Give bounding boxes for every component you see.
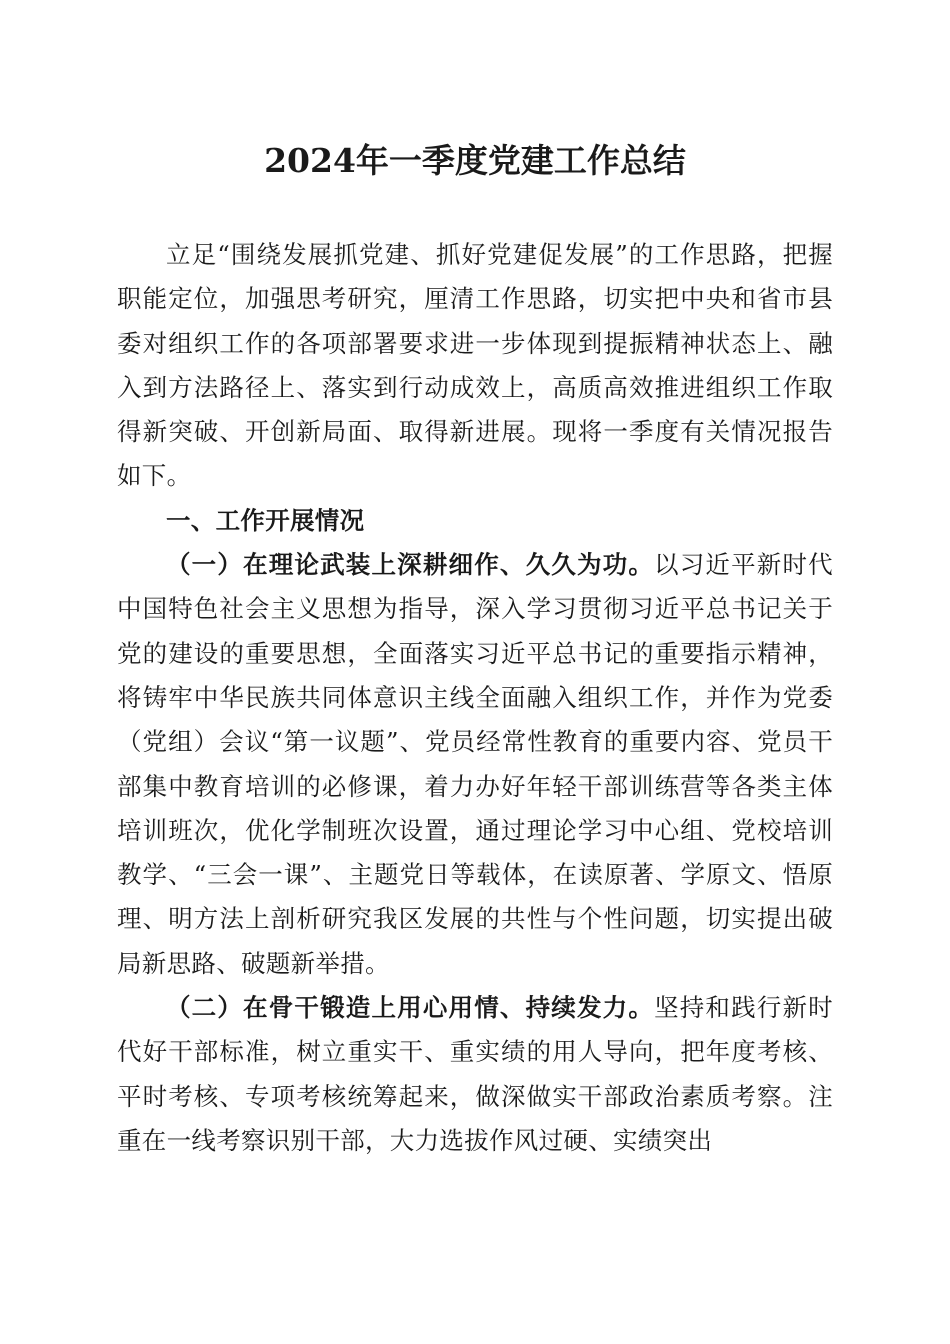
item-1-heading: （一）在理论武装上深耕细作、久久为功。 (166, 550, 655, 580)
item-2-heading: （二）在骨干锻造上用心用情、持续发力。 (166, 993, 655, 1023)
section-heading: 一、工作开展情况 (166, 505, 365, 535)
item-2-body: 坚持和践行新时代好干部标准，树立重实干、重实绩的用人导向，把年度考核、平时考核、专项考核统筹起来，做深做实干部政治素质考察。注重在一线考察识别干部，大力选拔作风过硬、实绩突出 (117, 993, 833, 1155)
document-title: 2024年一季度党建工作总结 (264, 141, 686, 180)
item-2-paragraph (117, 986, 833, 1163)
intro-paragraph: 立足“围绕发展抓党建、抓好党建促发展”的工作思路，把握职能定位，加强思考研究，厘清工作思路，切实把中央和省市县委对组织工作的各项部署要求进一步体现到提振精神状态上、融入到方法路径上、落实到行动成效上，高质高效推进组织工作取得新突破、开创新局面、取得新进展。现将一季度有关情况报告如下。 (117, 240, 833, 491)
item-1-paragraph (117, 543, 833, 986)
document-body (117, 233, 833, 1163)
item-1-body: 以习近平新时代中国特色社会主义思想为指导，深入学习贯彻习近平总书记关于党的建设的重要思想，全面落实习近平总书记的重要指示精神，将铸牢中华民族共同体意识主线全面融入组织工作，并作为党委（党组）会议“第一议题”、党员经常性教育的重要内容、党员干部集中教育培训的必修课，着力办好年轻干部训练营等各类主体培训班次，优化学制班次设置，通过理论学习中心组、党校培训教学、“三会一课”、主题党日等载体，在读原著、学原文、悟原理、明方法上剖析研究我区发展的共性与个性问题，切实提出破局新思路、破题新举措。 (117, 550, 833, 978)
